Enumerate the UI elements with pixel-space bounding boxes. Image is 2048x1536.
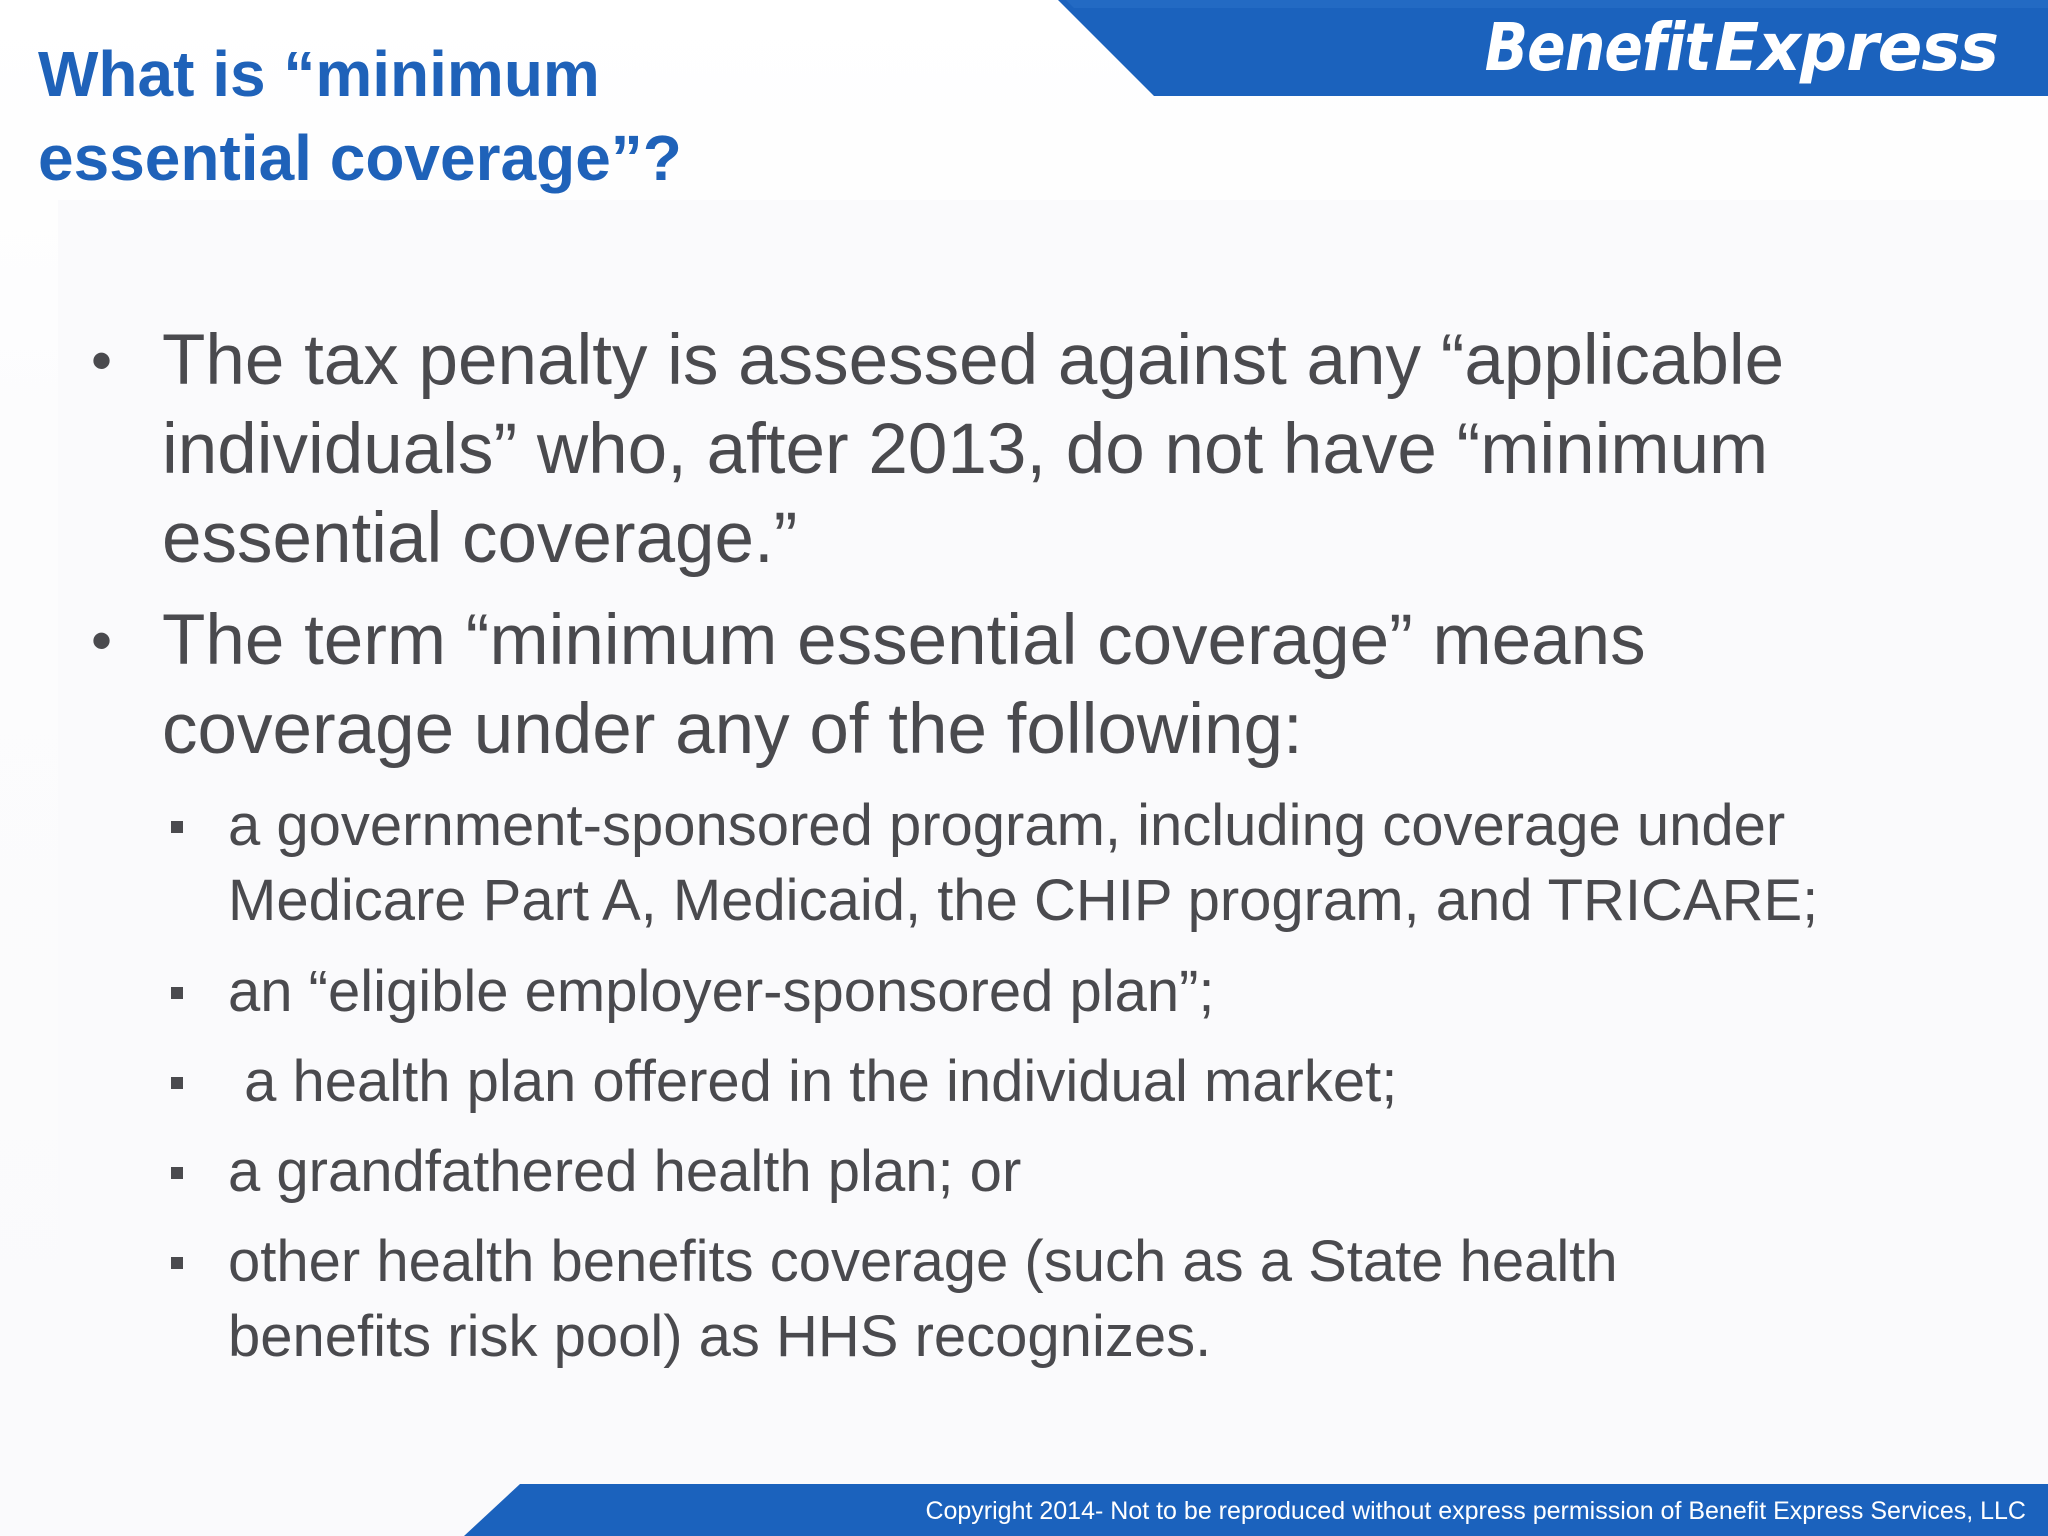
benefit-express-logo	[1448, 2, 1999, 92]
logo-word-express: Express	[1714, 8, 1998, 86]
sub-bullet-text-line: benefits risk pool) as HHS recognizes.	[228, 1304, 1212, 1369]
bullet-dot-icon: •	[91, 327, 113, 394]
bullet-text-line: essential coverage.”	[162, 499, 798, 578]
square-bullet-icon	[171, 987, 183, 999]
sub-bullet-item	[228, 954, 2028, 1029]
sub-bullet-text-line: Medicare Part A, Medicaid, the CHIP program, and TRICARE;	[228, 868, 1819, 933]
sub-bullet-item	[228, 788, 2028, 938]
sub-bullet-item	[228, 1134, 2028, 1209]
bullet-text-line: individuals” who, after 2013, do not have “minimum	[162, 410, 1769, 489]
square-bullet-icon	[171, 821, 183, 833]
sub-bullet-item	[228, 1044, 2028, 1119]
sub-bullet-text-line: an “eligible employer-sponsored plan”;	[228, 959, 1215, 1024]
bullet-dot-icon: •	[91, 607, 113, 674]
page-title-line-2: essential coverage”?	[38, 122, 682, 194]
square-bullet-icon	[171, 1257, 183, 1269]
bullet-item	[91, 596, 2022, 774]
logo-word-benefit: Benefit	[1484, 8, 1711, 86]
sub-bullet-text-line: other health benefits coverage (such as a State health	[228, 1229, 1618, 1294]
bullet-text-line: The term “minimum essential coverage” means	[162, 601, 1646, 680]
page-title	[38, 32, 938, 200]
sub-bullet-text-line: a government-sponsored program, including coverage under	[228, 793, 1786, 858]
bullet-item	[91, 316, 2022, 583]
square-bullet-icon	[171, 1077, 183, 1089]
bullet-text-line: coverage under any of the following:	[162, 690, 1303, 769]
sub-bullet-item	[228, 1224, 2028, 1374]
sub-bullet-text-line: a health plan offered in the individual market;	[228, 1049, 1398, 1114]
sub-bullet-text-line: a grandfathered health plan; or	[228, 1139, 1022, 1204]
page-title-line-1: What is “minimum	[38, 38, 600, 110]
bullet-text-line: The tax penalty is assessed against any “applicable	[162, 321, 1785, 400]
copyright-notice: Copyright 2014- Not to be reproduced without express permission of Benefit Express Services, LLC	[925, 1497, 2026, 1525]
square-bullet-icon	[171, 1167, 183, 1179]
